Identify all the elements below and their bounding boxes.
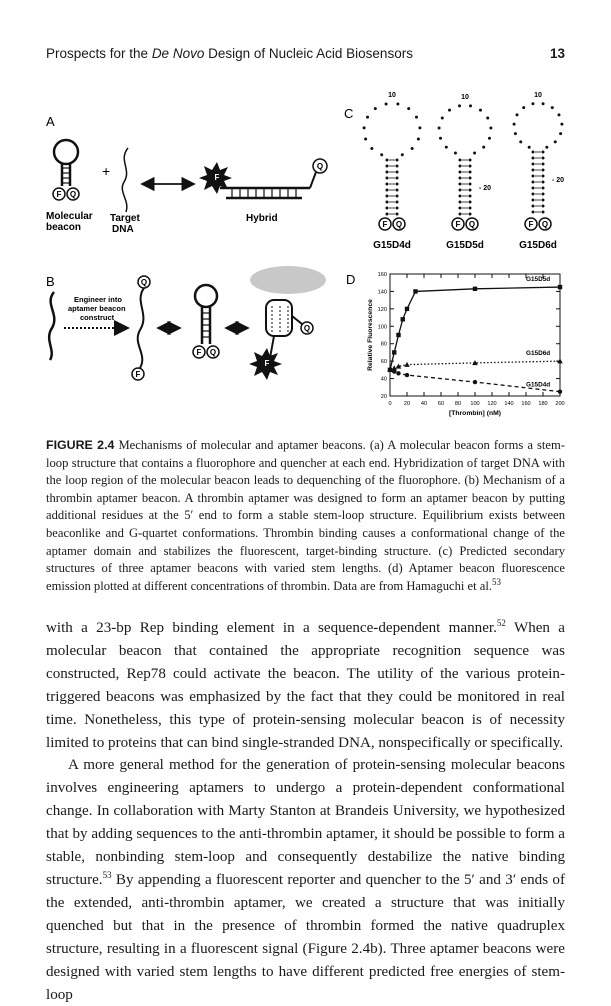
series-G15D5d bbox=[388, 276, 562, 372]
label-dna: DNA bbox=[112, 224, 134, 235]
data-point bbox=[404, 362, 410, 367]
x-tick-label: 120 bbox=[487, 401, 497, 407]
figure-2-4 bbox=[30, 88, 590, 424]
struct-label-2: G15D5d bbox=[446, 240, 484, 251]
x-tick-label: 0 bbox=[388, 401, 392, 407]
svg-text:F: F bbox=[196, 348, 202, 357]
aptamer-strand-b bbox=[49, 292, 54, 360]
y-axis-label: Relative Fluorescence bbox=[367, 299, 374, 371]
unfolded-beacon bbox=[132, 276, 150, 380]
panel-b-letter: B bbox=[46, 274, 55, 289]
aptamer-structure-1 bbox=[363, 92, 422, 230]
caption-ref: 53 bbox=[492, 576, 502, 587]
loop-number-label: 10 bbox=[388, 92, 396, 99]
svg-text:Q: Q bbox=[303, 324, 311, 333]
y-tick-label: 100 bbox=[377, 324, 387, 331]
data-point bbox=[558, 285, 562, 289]
data-point bbox=[405, 307, 409, 311]
series-label: G15D4d bbox=[526, 381, 551, 389]
caption-text: Mechanisms of molecular and aptamer beacons. (a) A molecular beacon forms a stem-loop structure that contains a fluorophore and quencher at each end. Hybridization of target DNA with the loop region of the molecular beacon leads to dequenching of the fluorophore. (b) Mechanism of a thrombin aptamer beacon. A thrombin aptamer was designed to form an aptamer beacon by putting additional residues at the 5′ end to form a stable stem-loop structure. Equilibrium exists between beaconlike and G-quartet conformations. Thrombin binding causes a conformational change of the aptamer domain and stabilizes the fluorescent, target-binding structure. (c) Predicted secondary structures of three aptamer beacons with varied stem lengths. (d) Aptamer beacon fluorescence emission plotted at different concentrations of thrombin. Data are from Hamaguchi et al. bbox=[46, 438, 565, 593]
running-header bbox=[46, 46, 565, 66]
svg-text:Q: Q bbox=[209, 348, 217, 357]
stem-loop-beacon bbox=[193, 285, 219, 358]
series-G15D6d bbox=[387, 350, 563, 372]
running-head: Prospects for the De Novo Design of Nucleic Acid Biosensors bbox=[46, 46, 413, 61]
paragraph-2: A more general method for the generation of protein-sensing molecular beacons involves engineering aptamers to undergo a protein-dependent conformational change. In collaboration with Marty Stanton at Brandeis University, we hypothesized that by adding sequences to the anti-thrombin aptamer, it should be possible to form a stable, nonbinding stem-loop and consequently destabilize the native binding structure.$^{53}$ By appending a fluorescent reporter and quencher to the 5′ and 3′ ends of the extended, anti-thrombin aptamer, we created a structure that was initially quenched but that in the presence of thrombin formed the native quadruplex structure, resulting in a fluorescent signal (Figure 2.4b). Three aptamer beacons were designed with varied stem lengths to have different predicted free energies of stem-loop bbox=[46, 757, 565, 1003]
data-point bbox=[392, 350, 396, 354]
panel-c bbox=[344, 92, 564, 251]
panel-d-chart bbox=[346, 272, 565, 417]
engineer-text-1: Engineer into bbox=[74, 295, 122, 304]
struct-label-3: G15D6d bbox=[519, 240, 557, 251]
svg-text:Q: Q bbox=[468, 220, 476, 229]
y-tick-label: 140 bbox=[377, 289, 387, 296]
x-tick-label: 160 bbox=[521, 401, 531, 407]
body-text bbox=[46, 617, 565, 1006]
panel-d-letter: D bbox=[346, 272, 356, 287]
molecular-beacon-drawing bbox=[53, 140, 79, 200]
fluor-marker: F bbox=[56, 190, 62, 199]
data-point bbox=[473, 287, 477, 291]
svg-text:F: F bbox=[528, 220, 534, 229]
quench-marker: Q bbox=[69, 190, 77, 199]
x-tick-label: 20 bbox=[403, 401, 411, 407]
hybrid-drawing bbox=[199, 159, 327, 198]
stem-number-label: - 20 bbox=[552, 177, 565, 184]
plus-sign: + bbox=[102, 163, 111, 179]
data-point bbox=[396, 371, 400, 375]
x-axis-label: [Thrombin] (nM) bbox=[448, 410, 502, 417]
svg-text:F: F bbox=[382, 220, 388, 229]
aptamer-structure-2 bbox=[438, 94, 493, 230]
y-tick-label: 40 bbox=[380, 376, 387, 383]
series-label: G15D6d bbox=[526, 350, 551, 358]
loop-number-label: 10 bbox=[534, 92, 542, 99]
thrombin-bound-beacon bbox=[249, 266, 326, 380]
x-tick-label: 180 bbox=[538, 401, 548, 407]
x-tick-label: 140 bbox=[504, 401, 514, 407]
panel-b bbox=[46, 266, 326, 380]
series-label: G15D5d bbox=[526, 276, 551, 284]
engineer-text-3: construct bbox=[80, 313, 115, 322]
y-tick-label: 80 bbox=[380, 341, 387, 348]
paragraph-1: with a 23-bp Rep binding element in a sequence-dependent manner.$^{52}$ When a molecular beacon that contained the appropriate recognition sequence was constructed, Rep78 could activate the beacon. The utility of the various protein-triggered beacons was emphasized by the fact that they could be monitored in real time. Nonetheless, this type of protein-sensing molecular beacon is of necessity limited to proteins that can bind single-stranded DNA, nonspecifically or specifically. bbox=[46, 617, 566, 751]
panel-c-letter: C bbox=[344, 106, 354, 121]
svg-text:F: F bbox=[214, 173, 220, 182]
data-point bbox=[401, 317, 405, 321]
data-point bbox=[392, 369, 396, 373]
data-point bbox=[473, 380, 477, 384]
y-tick-label: 60 bbox=[380, 359, 387, 366]
label-target: Target bbox=[110, 213, 140, 224]
x-tick-label: 40 bbox=[420, 401, 428, 407]
y-tick-label: 160 bbox=[377, 272, 387, 278]
page-number: 13 bbox=[549, 46, 565, 61]
ref-53: 53 bbox=[102, 869, 112, 880]
data-point bbox=[558, 389, 562, 393]
label-hybrid: Hybrid bbox=[246, 213, 278, 224]
panel-a bbox=[46, 114, 327, 235]
panel-a-letter: A bbox=[46, 114, 55, 129]
x-tick-label: 200 bbox=[555, 401, 565, 407]
svg-text:F: F bbox=[455, 220, 461, 229]
svg-text:Q: Q bbox=[316, 162, 324, 171]
series-line bbox=[390, 287, 560, 370]
y-tick-label: 120 bbox=[377, 306, 387, 313]
svg-text:Q: Q bbox=[140, 278, 148, 287]
caption-label: FIGURE 2.4 bbox=[46, 438, 115, 452]
target-dna-strand bbox=[122, 148, 128, 212]
stem-number-label: - 20 bbox=[479, 185, 492, 192]
x-tick-label: 100 bbox=[470, 401, 480, 407]
x-tick-label: 60 bbox=[437, 401, 445, 407]
data-point bbox=[388, 368, 392, 372]
data-point bbox=[413, 289, 417, 293]
engineer-text-2: aptamer beacon bbox=[68, 304, 126, 313]
series-G15D4d bbox=[388, 368, 562, 394]
data-point bbox=[405, 373, 409, 377]
aptamer-structure-3 bbox=[513, 92, 565, 230]
data-point bbox=[396, 333, 400, 337]
figure-caption bbox=[46, 437, 565, 595]
svg-text:Q: Q bbox=[395, 220, 403, 229]
struct-label-1: G15D4d bbox=[373, 240, 411, 251]
svg-text:Q: Q bbox=[541, 220, 549, 229]
label-beacon: beacon bbox=[46, 222, 82, 233]
y-tick-label: 20 bbox=[380, 394, 387, 400]
x-tick-label: 80 bbox=[454, 401, 462, 407]
svg-text:F: F bbox=[264, 359, 270, 368]
loop-number-label: 10 bbox=[461, 94, 469, 101]
label-molecular: Molecular bbox=[46, 211, 93, 222]
svg-text:F: F bbox=[135, 370, 141, 379]
ref-52: 52 bbox=[496, 617, 506, 628]
